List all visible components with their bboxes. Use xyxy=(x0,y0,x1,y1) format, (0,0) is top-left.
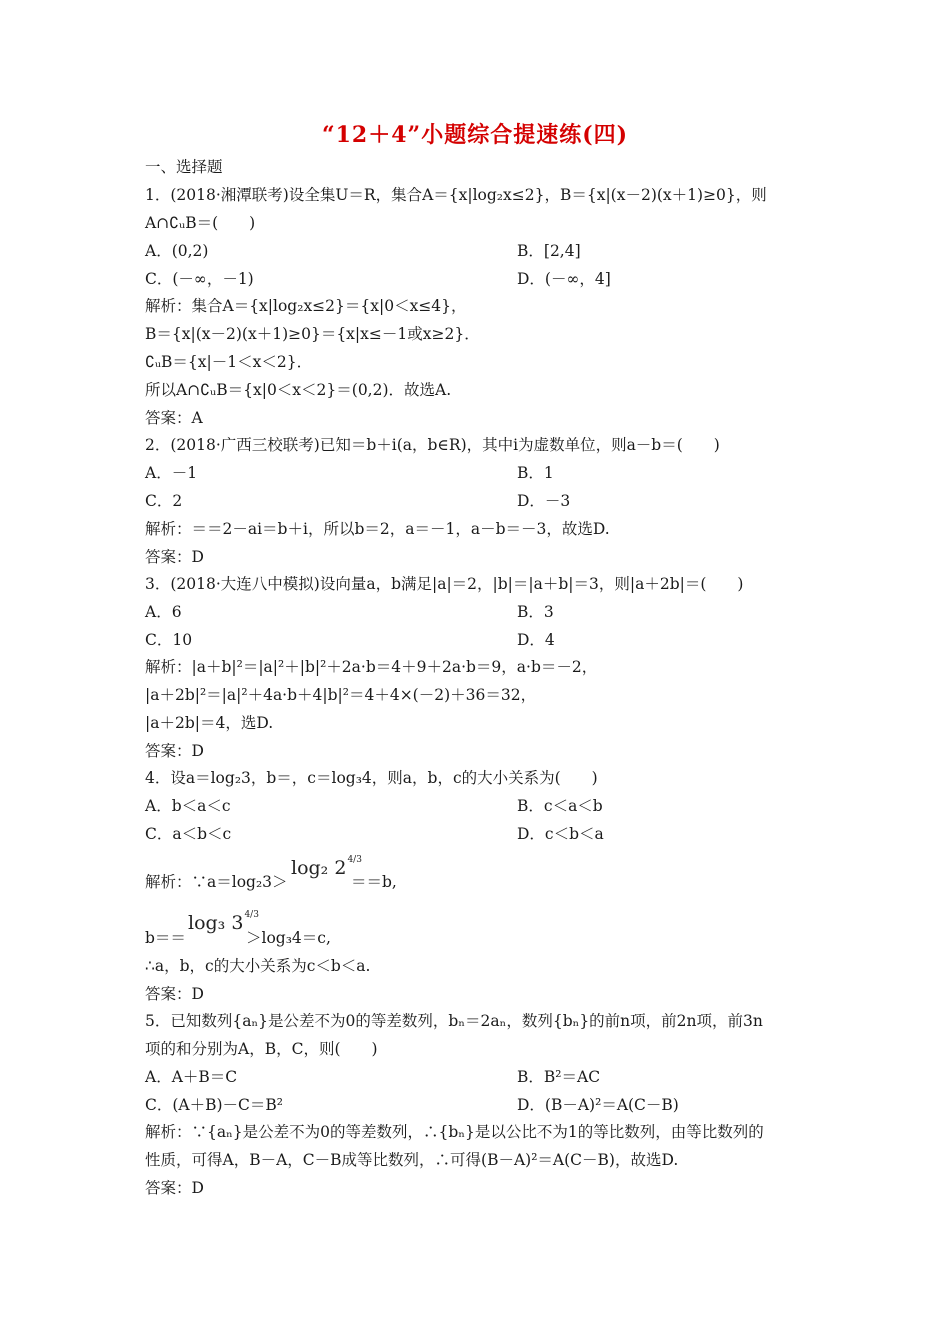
q5-solution-line2: 性质，可得A，B－A，C－B成等比数列，∴可得(B－A)²＝A(C－B)，故选D. xyxy=(145,1151,679,1169)
q4-solution-line2-start: b＝＝ xyxy=(145,929,186,947)
section-heading: 一、选择题 xyxy=(145,158,223,176)
q5-answer: 答案：D xyxy=(145,1179,204,1197)
q4-answer: 答案：D xyxy=(145,985,204,1003)
q4-stem: 4．设a＝log₂3，b＝，c＝log₃4，则a，b，c的大小关系为( ) xyxy=(145,769,598,787)
q5-stem-line1: 5．已知数列{aₙ}是公差不为0的等差数列，bₙ＝2aₙ，数列{bₙ}的前n项，前2n项，前3n xyxy=(145,1012,763,1030)
q5-option-b: B．B²＝AC xyxy=(517,1068,601,1086)
q5-option-d: D．(B－A)²＝A(C－B) xyxy=(517,1096,679,1114)
q2-option-c: C．2 xyxy=(145,492,183,510)
q4-solution-line2-end: ＞log₃4＝c, xyxy=(246,929,331,947)
q3-answer: 答案：D xyxy=(145,742,204,760)
q1-stem-line2: A∩∁ᵤB＝( ) xyxy=(145,214,256,232)
q4-option-d: D．c＜b＜a xyxy=(517,825,604,843)
q3-solution-line2: |a＋2b|²＝|a|²＋4a·b＋4|b|²＝4＋4×(－2)＋36＝32， xyxy=(145,686,537,704)
q1-solution-line3: ∁ᵤB＝{x|－1＜x＜2}． xyxy=(145,353,313,371)
q4-option-a: A．b＜a＜c xyxy=(145,797,231,815)
q1-solution-line1: 解析：集合A＝{x|log₂x≤2}＝{x|0＜x≤4}， xyxy=(145,297,467,315)
q3-option-a: A．6 xyxy=(145,603,182,621)
q1-solution-line2: B＝{x|(x－2)(x＋1)≥0}＝{x|x≤－1或x≥2}． xyxy=(145,325,480,343)
q2-option-b: B．1 xyxy=(517,464,554,482)
q2-solution: 解析：＝＝2－ai＝b＋i，所以b＝2，a＝－1，a－b＝－3，故选D. xyxy=(145,520,610,538)
q3-solution-line3: |a＋2b|＝4，选D. xyxy=(145,714,274,732)
q2-option-a: A．－1 xyxy=(145,464,198,482)
q3-option-b: B．3 xyxy=(517,603,554,621)
q4-solution-line1-start: 解析：∵a＝log₂3＞ xyxy=(145,873,288,891)
q1-answer: 答案：A xyxy=(145,409,203,427)
q5-option-a: A．A＋B＝C xyxy=(145,1068,238,1086)
q4-option-c: C．a＜b＜c xyxy=(145,825,232,843)
q4-option-b: B．c＜a＜b xyxy=(517,797,603,815)
q5-option-c: C．(A＋B)－C＝B² xyxy=(145,1096,284,1114)
q4-solution-line3: ∴a，b，c的大小关系为c＜b＜a. xyxy=(145,957,371,975)
q3-option-c: C．10 xyxy=(145,631,193,649)
q1-stem-line1: 1．(2018·湘潭联考)设全集U＝R，集合A＝{x|log₂x≤2}，B＝{x|(x－2)(x＋1)≥0}，则 xyxy=(145,186,767,204)
q1-option-b: B．[2,4] xyxy=(517,242,581,260)
q3-option-d: D．4 xyxy=(517,631,555,649)
q4-solution-line1-end: ＝＝b, xyxy=(351,873,397,891)
page-title: “12＋4”小题综合提速练(四) xyxy=(321,122,629,148)
q2-answer: 答案：D xyxy=(145,548,204,566)
q1-option-c: C．(－∞，－1) xyxy=(145,270,254,288)
q3-solution-line1: 解析：|a＋b|²＝|a|²＋|b|²＋2a·b＝4＋9＋2a·b＝9，a·b＝－2， xyxy=(145,658,598,676)
q2-option-d: D．－3 xyxy=(517,492,571,510)
q1-option-d: D．(－∞，4] xyxy=(517,270,611,288)
q5-stem-line2: 项的和分别为A，B，C，则( ) xyxy=(145,1040,378,1058)
q3-stem: 3．(2018·大连八中模拟)设向量a，b满足|a|＝2，|b|＝|a＋b|＝3，则|a＋2b|＝( ) xyxy=(145,575,744,593)
q4-log-expression-1: log₂ $2^{4/3}$ xyxy=(291,855,362,879)
q1-option-a: A．(0,2) xyxy=(145,242,209,260)
q5-solution-line1: 解析：∵{aₙ}是公差不为0的等差数列，∴{bₙ}是以公比不为1的等比数列，由等比数列的 xyxy=(145,1123,764,1141)
q1-solution-line4: 所以A∩∁ᵤB＝{x|0＜x＜2}＝(0,2)．故选A. xyxy=(145,381,452,399)
q2-stem: 2．(2018·广西三校联考)已知＝b＋i(a，b∈R)，其中i为虚数单位，则a－b＝( ) xyxy=(145,436,720,454)
q4-log-expression-2: log₃ $3^{4/3}$ xyxy=(188,910,259,934)
